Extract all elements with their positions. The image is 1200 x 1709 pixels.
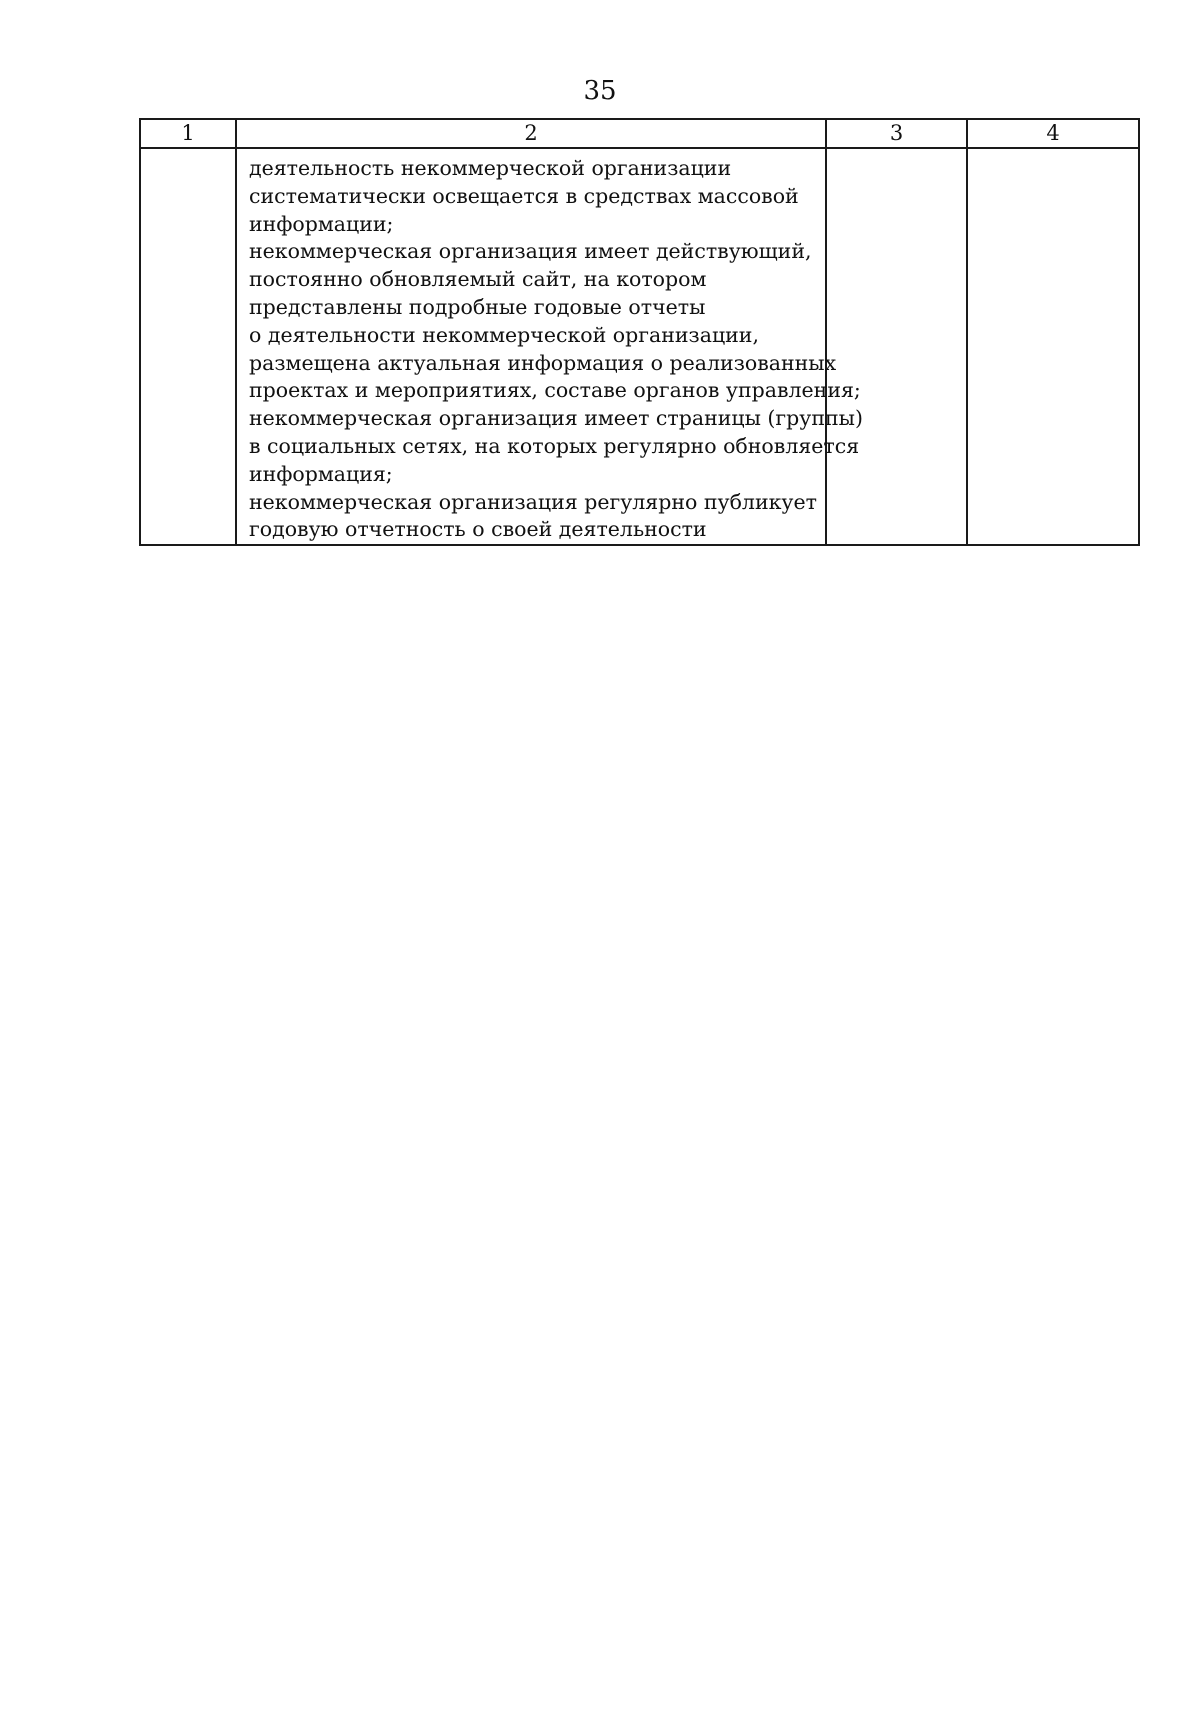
- text-line: деятельность некоммерческой организации: [249, 156, 732, 180]
- text-line: систематически освещается в средствах массовой: [249, 183, 799, 208]
- column-header-3: 3: [826, 119, 967, 148]
- table-cell-col4: [967, 148, 1139, 545]
- table-cell-col3: [826, 148, 967, 545]
- column-header-2: 2: [236, 119, 826, 148]
- table-cell-col1: [140, 148, 236, 545]
- page-number: 35: [583, 76, 617, 106]
- text-line: некоммерческая организация имеет страницы (группы): [249, 406, 863, 431]
- text-line: некоммерческая организация регулярно публикует: [249, 489, 817, 514]
- text-line: информации;: [249, 211, 394, 236]
- text-line: в социальных сетях, на которых регулярно обновляется: [249, 433, 860, 458]
- table-header-row: [140, 119, 1139, 148]
- text-line: некоммерческая организация имеет действующий,: [249, 239, 812, 264]
- text-line: информация;: [249, 461, 393, 486]
- table-row: [140, 148, 1139, 545]
- text-line: представлены подробные годовые отчеты: [249, 294, 706, 319]
- column-header-1: 1: [140, 119, 236, 148]
- text-line: годовую отчетность о своей деятельности: [249, 517, 707, 542]
- text-line: проектах и мероприятиях, составе органов управления;: [249, 378, 861, 403]
- text-line: постоянно обновляемый сайт, на котором: [249, 267, 707, 292]
- column-header-4: 4: [967, 119, 1139, 148]
- criteria-table: [139, 118, 1140, 546]
- table-cell-col2: [236, 148, 863, 545]
- text-line: о деятельности некоммерческой организации,: [249, 322, 759, 347]
- criteria-text: [237, 149, 863, 544]
- text-line: размещена актуальная информация о реализованных: [249, 350, 837, 375]
